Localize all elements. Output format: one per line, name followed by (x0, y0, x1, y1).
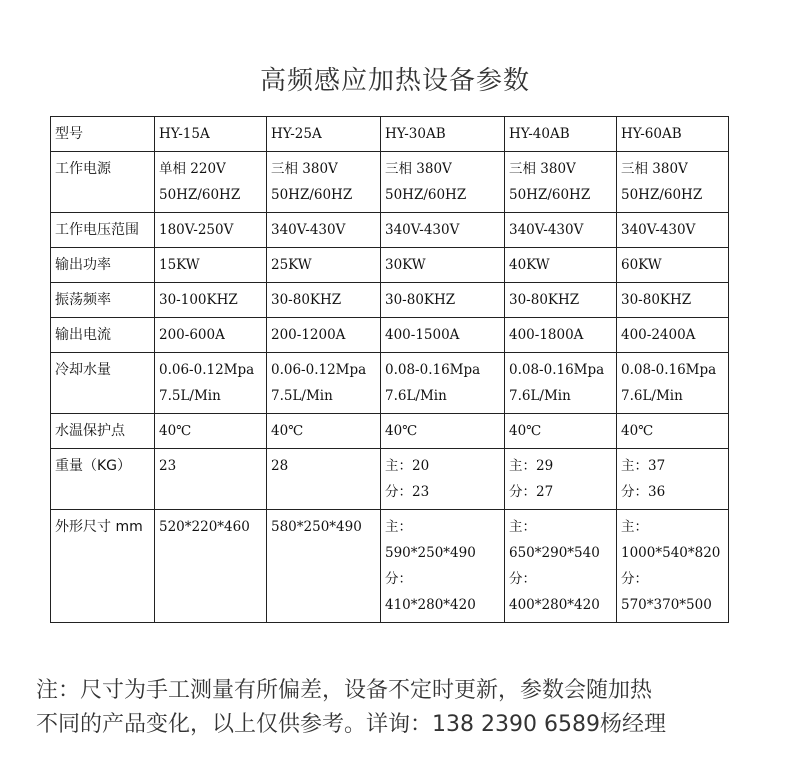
cell-line: HY-30AB (385, 126, 446, 142)
table-row (51, 414, 729, 449)
cell-line: 三相 380V (621, 161, 688, 177)
row-label: 重量（KG） (51, 449, 155, 510)
table-cell (155, 414, 267, 449)
row-label: 型号 (51, 117, 155, 152)
row-label: 输出功率 (51, 248, 155, 283)
table-cell (381, 318, 505, 353)
table-cell (267, 152, 381, 213)
table-cell (505, 117, 617, 152)
table-cell (155, 318, 267, 353)
cell-line: 30-80KHZ (385, 292, 456, 308)
table-cell (155, 248, 267, 283)
row-label: 冷却水量 (51, 353, 155, 414)
cell-line: 主：37 (621, 458, 666, 474)
cell-line: 50HZ/60HZ (385, 187, 467, 203)
table-cell (155, 283, 267, 318)
table-row (51, 213, 729, 248)
cell-line: HY-15A (159, 126, 210, 142)
cell-line: 340V-430V (385, 222, 460, 238)
table-cell (381, 283, 505, 318)
cell-line: 0.08-0.16Mpa (385, 362, 481, 378)
table-cell (617, 213, 729, 248)
table-cell (267, 449, 381, 510)
cell-line: 30-100KHZ (159, 292, 238, 308)
cell-line: 40℃ (159, 423, 192, 439)
cell-line: 40℃ (385, 423, 418, 439)
cell-line: 主：29 (509, 458, 554, 474)
table-row (51, 283, 729, 318)
cell-line: 410*280*420 (385, 597, 476, 613)
cell-line: 650*290*540 (509, 545, 600, 561)
cell-line: 15KW (159, 257, 200, 273)
cell-line: 7.5L/Min (271, 388, 333, 404)
cell-line: 30-80KHZ (621, 292, 692, 308)
cell-line: 520*220*460 (159, 519, 250, 535)
cell-line: 50HZ/60HZ (159, 187, 241, 203)
cell-line: 23 (159, 458, 177, 474)
cell-line: 分： (509, 571, 536, 587)
cell-line: 340V-430V (509, 222, 584, 238)
footnote-line-1: 注：尺寸为手工测量有所偏差，设备不定时更新，参数会随加热 (36, 678, 653, 703)
cell-line: 主： (509, 519, 536, 535)
table-cell (155, 510, 267, 623)
table-cell (155, 117, 267, 152)
cell-line: 28 (271, 458, 289, 474)
cell-line: 40℃ (271, 423, 304, 439)
cell-line: 分： (621, 571, 648, 587)
cell-line: 180V-250V (159, 222, 234, 238)
cell-line: HY-25A (271, 126, 322, 142)
cell-line: 单相 220V (159, 161, 226, 177)
cell-line: 25KW (271, 257, 312, 273)
table-row (51, 117, 729, 152)
table-cell (155, 449, 267, 510)
table-cell (505, 318, 617, 353)
row-label: 工作电压范围 (51, 213, 155, 248)
table-cell (155, 213, 267, 248)
cell-line: 7.6L/Min (509, 388, 571, 404)
table-cell (267, 213, 381, 248)
cell-line: 分：27 (509, 484, 554, 500)
table-row (51, 353, 729, 414)
table-cell (617, 283, 729, 318)
cell-line: 590*250*490 (385, 545, 476, 561)
cell-line: 340V-430V (621, 222, 696, 238)
cell-line: 30-80KHZ (271, 292, 342, 308)
table-cell (505, 353, 617, 414)
table-cell (381, 449, 505, 510)
table-cell (267, 248, 381, 283)
cell-line: 三相 380V (271, 161, 338, 177)
table-cell (267, 510, 381, 623)
table-row (51, 318, 729, 353)
table-cell (617, 248, 729, 283)
row-label: 振荡频率 (51, 283, 155, 318)
table-cell (155, 152, 267, 213)
cell-line: 0.06-0.12Mpa (159, 362, 255, 378)
cell-line: 30KW (385, 257, 426, 273)
cell-line: 分： (385, 571, 412, 587)
cell-line: 50HZ/60HZ (271, 187, 353, 203)
cell-line: 三相 380V (509, 161, 576, 177)
table-row (51, 449, 729, 510)
cell-line: 0.06-0.12Mpa (271, 362, 367, 378)
cell-line: 60KW (621, 257, 662, 273)
spec-table-body (51, 117, 729, 623)
table-cell (505, 510, 617, 623)
table-cell (617, 510, 729, 623)
row-label: 水温保护点 (51, 414, 155, 449)
table-cell (617, 318, 729, 353)
table-cell (155, 353, 267, 414)
cell-line: 0.08-0.16Mpa (621, 362, 717, 378)
cell-line: 570*370*500 (621, 597, 712, 613)
cell-line: 分：36 (621, 484, 666, 500)
cell-line: 200-600A (159, 327, 225, 343)
cell-line: 50HZ/60HZ (621, 187, 703, 203)
table-cell (381, 248, 505, 283)
table-cell (267, 283, 381, 318)
table-cell (267, 117, 381, 152)
cell-line: HY-60AB (621, 126, 682, 142)
table-cell (267, 353, 381, 414)
row-label: 外形尺寸 mm (51, 510, 155, 623)
cell-line: 主： (385, 519, 412, 535)
cell-line: 30-80KHZ (509, 292, 580, 308)
table-cell (267, 414, 381, 449)
cell-line: 0.08-0.16Mpa (509, 362, 605, 378)
table-cell (505, 414, 617, 449)
cell-line: 340V-430V (271, 222, 346, 238)
cell-line: 40℃ (621, 423, 654, 439)
row-label: 输出电流 (51, 318, 155, 353)
cell-line: 7.6L/Min (621, 388, 683, 404)
table-cell (505, 283, 617, 318)
page-title: 高频感应加热设备参数 (259, 66, 530, 96)
cell-line: 400*280*420 (509, 597, 600, 613)
table-cell (381, 414, 505, 449)
cell-line: 7.5L/Min (159, 388, 221, 404)
cell-line: 40KW (509, 257, 550, 273)
table-cell (381, 117, 505, 152)
cell-line: HY-40AB (509, 126, 570, 142)
cell-line: 主：20 (385, 458, 430, 474)
cell-line: 分：23 (385, 484, 430, 500)
table-cell (505, 213, 617, 248)
cell-line: 主： (621, 519, 648, 535)
cell-line: 50HZ/60HZ (509, 187, 591, 203)
table-cell (617, 414, 729, 449)
cell-line: 三相 380V (385, 161, 452, 177)
table-row (51, 152, 729, 213)
cell-line: 200-1200A (271, 327, 346, 343)
table-cell (617, 152, 729, 213)
table-cell (617, 353, 729, 414)
table-cell (381, 152, 505, 213)
cell-line: 400-2400A (621, 327, 696, 343)
footnote (36, 674, 766, 742)
table-cell (381, 213, 505, 248)
table-cell (505, 449, 617, 510)
footnote-line-2: 不同的产品变化，以上仅供参考。详询：138 2390 6589杨经理 (36, 712, 666, 737)
spec-table (50, 116, 729, 623)
table-cell (617, 117, 729, 152)
row-label: 工作电源 (51, 152, 155, 213)
table-cell (267, 318, 381, 353)
table-cell (381, 353, 505, 414)
cell-line: 400-1500A (385, 327, 460, 343)
table-row (51, 248, 729, 283)
table-row (51, 510, 729, 623)
table-cell (381, 510, 505, 623)
table-cell (505, 248, 617, 283)
table-cell (617, 449, 729, 510)
cell-line: 400-1800A (509, 327, 584, 343)
cell-line: 7.6L/Min (385, 388, 447, 404)
table-cell (505, 152, 617, 213)
cell-line: 1000*540*820 (621, 545, 721, 561)
cell-line: 580*250*490 (271, 519, 362, 535)
cell-line: 40℃ (509, 423, 542, 439)
